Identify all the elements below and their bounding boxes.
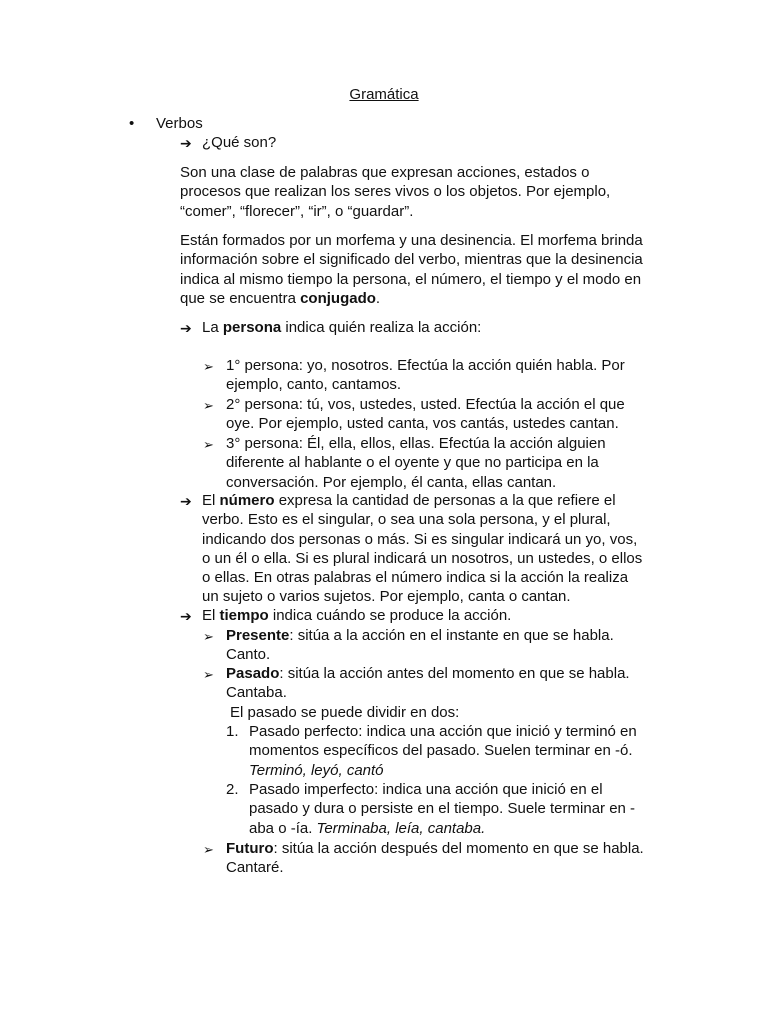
list-number: 2. [226,781,239,798]
list-item: Futuro: sitúa la acción después del momento en que se habla. Cantaré. [226,840,644,877]
list-item: Presente: sitúa a la acción en el instante en que se habla. Canto. [226,627,614,664]
arrow-icon: ➔ [180,320,192,336]
bullet-icon: • [129,115,135,132]
tiempo-heading: El tiempo indica cuándo se produce la acción. [202,607,512,624]
list-number: 1. [226,723,239,740]
list-item: 1° persona: yo, nosotros. Efectúa la acción quién habla. Por ejemplo, canto, cantamos. [226,357,625,394]
triangle-bullet-icon: ➢ [203,629,214,644]
list-item: Pasado: sitúa la acción antes del momento en que se habla. Cantaba. [226,665,630,702]
page-title: Gramática [349,86,419,103]
list-item: Pasado imperfecto: indica una acción que inició en el pasado y dura o persiste en el tiempo. Suele terminar en - aba o -ía. Terminaba, leía, cantaba. [249,781,636,837]
morfema-paragraph: Están formados por un morfema y una desinencia. El morfema brinda información sobre el significado del verbo, mientras que la desinencia indica al mismo tiempo la persona, el número, el tiempo y el modo en que se encuentra conjugado. [180,232,643,307]
triangle-bullet-icon: ➢ [203,437,214,452]
arrow-icon: ➔ [180,493,192,509]
arrow-icon: ➔ [180,135,192,151]
triangle-bullet-icon: ➢ [203,398,214,413]
pasado-division-text: El pasado se puede dividir en dos: [230,704,460,721]
persona-heading: La persona indica quién realiza la acción: [202,319,482,336]
list-item: 2° persona: tú, vos, ustedes, usted. Efectúa la acción el que oye. Por ejemplo, usted canta, vos cantás, ustedes cantan. [226,396,625,433]
arrow-icon: ➔ [180,608,192,624]
triangle-bullet-icon: ➢ [203,667,214,682]
triangle-bullet-icon: ➢ [203,842,214,857]
numero-paragraph: El número expresa la cantidad de personas a la que refiere el verbo. Esto es el singular, o sea una sola persona, y el plural, indicando dos personas o más. Si es singular indicará un yo, vos, o un él o ella. Si es plural indicará un nosotros, un ustedes, o ellos o ellas. En otras palabras el número indica si la acción la realiza un sujeto o varios sujetos. Por ejemplo, canta o cantan. [202,492,643,606]
list-item: Pasado perfecto: indica una acción que inició y terminó en momentos específicos del pasado. Suelen terminar en -ó. Terminó, leyó, cantó [249,723,637,779]
triangle-bullet-icon: ➢ [203,359,214,374]
intro-paragraph: Son una clase de palabras que expresan acciones, estados o procesos que realizan los seres vivos o los objetos. Por ejemplo, “comer”, “florecer”, “ir”, o “guardar”. [180,164,611,220]
question-heading: ¿Qué son? [202,134,277,151]
list-item: 3° persona: Él, ella, ellos, ellas. Efectúa la acción alguien diferente al hablante o el oyente y que no participa en la conversación. Por ejemplo, él canta, ellas cantan. [226,435,606,491]
section-heading-verbos: Verbos [156,115,203,132]
